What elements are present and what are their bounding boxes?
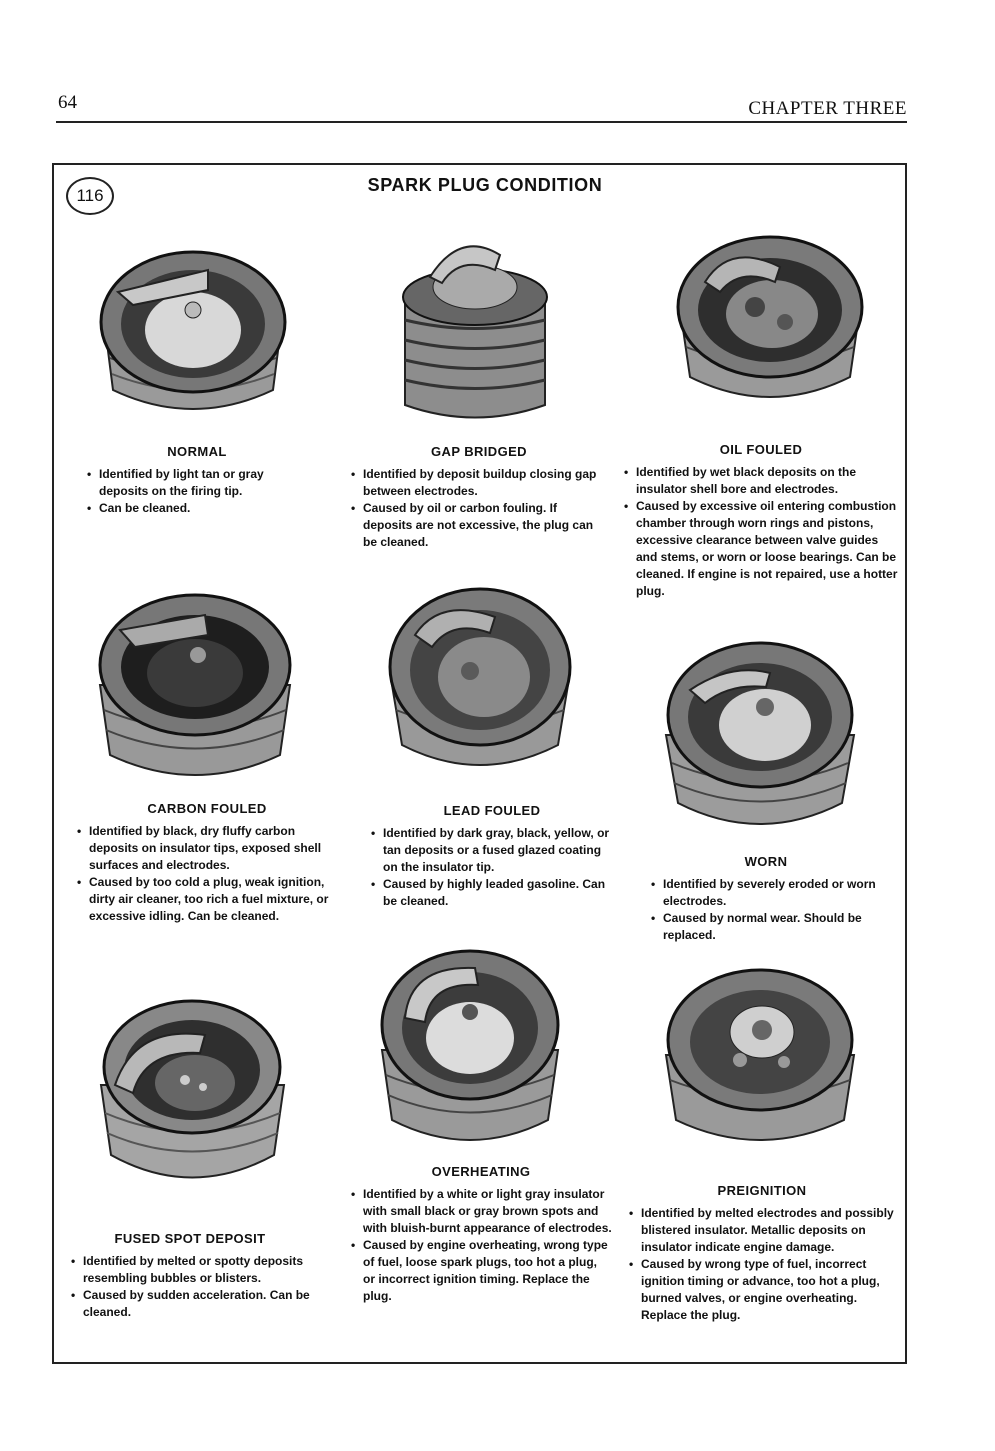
spark-plug-image-lead-fouled — [380, 575, 580, 780]
condition-point: • Caused by wrong type of fuel, incorrect ignition timing or advance, too hot a plug, burned valves, or engine overheating. Replace the plug. — [628, 1256, 896, 1324]
condition-overheating — [350, 1163, 612, 1305]
condition-title: OIL FOULED — [719, 442, 803, 457]
spark-plug-image-gap-bridged — [370, 225, 580, 425]
condition-lead-fouled — [370, 802, 614, 910]
condition-point: • Caused by normal wear. Should be replaced. — [650, 910, 882, 944]
condition-title: GAP BRIDGED — [431, 444, 527, 459]
condition-title: PREIGNITION — [717, 1183, 807, 1198]
condition-preignition — [628, 1182, 896, 1324]
condition-point: • Identified by a white or light gray insulator with small black or gray brown spots and with bluish-burnt appearance of electrodes. — [350, 1186, 612, 1237]
spark-plug-image-normal — [88, 240, 298, 425]
page-number: 64 — [58, 92, 77, 113]
condition-point: • Caused by too cold a plug, weak ignition, dirty air cleaner, too rich a fuel mixture, or excessive idling. Can be cleaned. — [76, 874, 338, 925]
condition-point: • Identified by melted electrodes and possibly blistered insulator. Metallic deposits on insulator indicate engine damage. — [628, 1205, 896, 1256]
condition-normal — [86, 443, 308, 517]
condition-point: • Identified by dark gray, black, yellow, or tan deposits or a fused glazed coating on the insulator tip. — [370, 825, 614, 876]
condition-title: WORN — [744, 854, 788, 869]
chapter-title: CHAPTER THREE — [748, 98, 907, 119]
condition-point: • Caused by excessive oil entering combustion chamber through worn rings and pistons, excessive clearance between valve guides and stems, or worn or loose bearings. Can be cleaned. If engine is not repaired, use a hotter plug. — [623, 498, 899, 600]
condition-point: • Identified by black, dry fluffy carbon deposits on insulator tips, exposed shell surfaces and electrodes. — [76, 823, 338, 874]
spark-plug-image-worn — [660, 635, 860, 840]
spark-plug-image-oil-fouled — [660, 222, 880, 417]
condition-fused-spot-deposit — [70, 1230, 310, 1321]
condition-title: LEAD FOULED — [443, 803, 541, 818]
condition-title: CARBON FOULED — [147, 801, 267, 816]
condition-carbon-fouled — [76, 800, 338, 925]
spark-plug-image-fused-spot-deposit — [95, 995, 290, 1195]
header-rule — [56, 121, 907, 123]
figure-title: SPARK PLUG CONDITION — [367, 175, 603, 195]
condition-title: FUSED SPOT DEPOSIT — [114, 1231, 266, 1246]
spark-plug-image-carbon-fouled — [90, 585, 300, 790]
condition-point: • Identified by light tan or gray deposits on the firing tip. — [86, 466, 308, 500]
condition-point: • Identified by melted or spotty deposits resembling bubbles or blisters. — [70, 1253, 310, 1287]
figure-number-badge: 116 — [66, 177, 114, 215]
spark-plug-image-preignition — [660, 960, 860, 1165]
spark-plug-image-overheating — [370, 940, 570, 1155]
condition-gap-bridged — [350, 443, 608, 551]
condition-point: • Identified by severely eroded or worn electrodes. — [650, 876, 882, 910]
condition-oil-fouled — [623, 441, 899, 600]
condition-point: • Identified by wet black deposits on the insulator shell bore and electrodes. — [623, 464, 899, 498]
condition-point: • Caused by engine overheating, wrong type of fuel, loose spark plugs, too hot a plug, or incorrect ignition timing. Replace the plug. — [350, 1237, 612, 1305]
condition-title: NORMAL — [167, 444, 227, 459]
condition-point: • Caused by highly leaded gasoline. Can be cleaned. — [370, 876, 614, 910]
condition-point: • Identified by deposit buildup closing gap between electrodes. — [350, 466, 608, 500]
condition-point: • Can be cleaned. — [86, 500, 308, 517]
condition-title: OVERHEATING — [431, 1164, 531, 1179]
condition-worn — [650, 853, 882, 944]
condition-point: • Caused by oil or carbon fouling. If deposits are not excessive, the plug can be cleaned. — [350, 500, 608, 551]
condition-point: • Caused by sudden acceleration. Can be cleaned. — [70, 1287, 310, 1321]
